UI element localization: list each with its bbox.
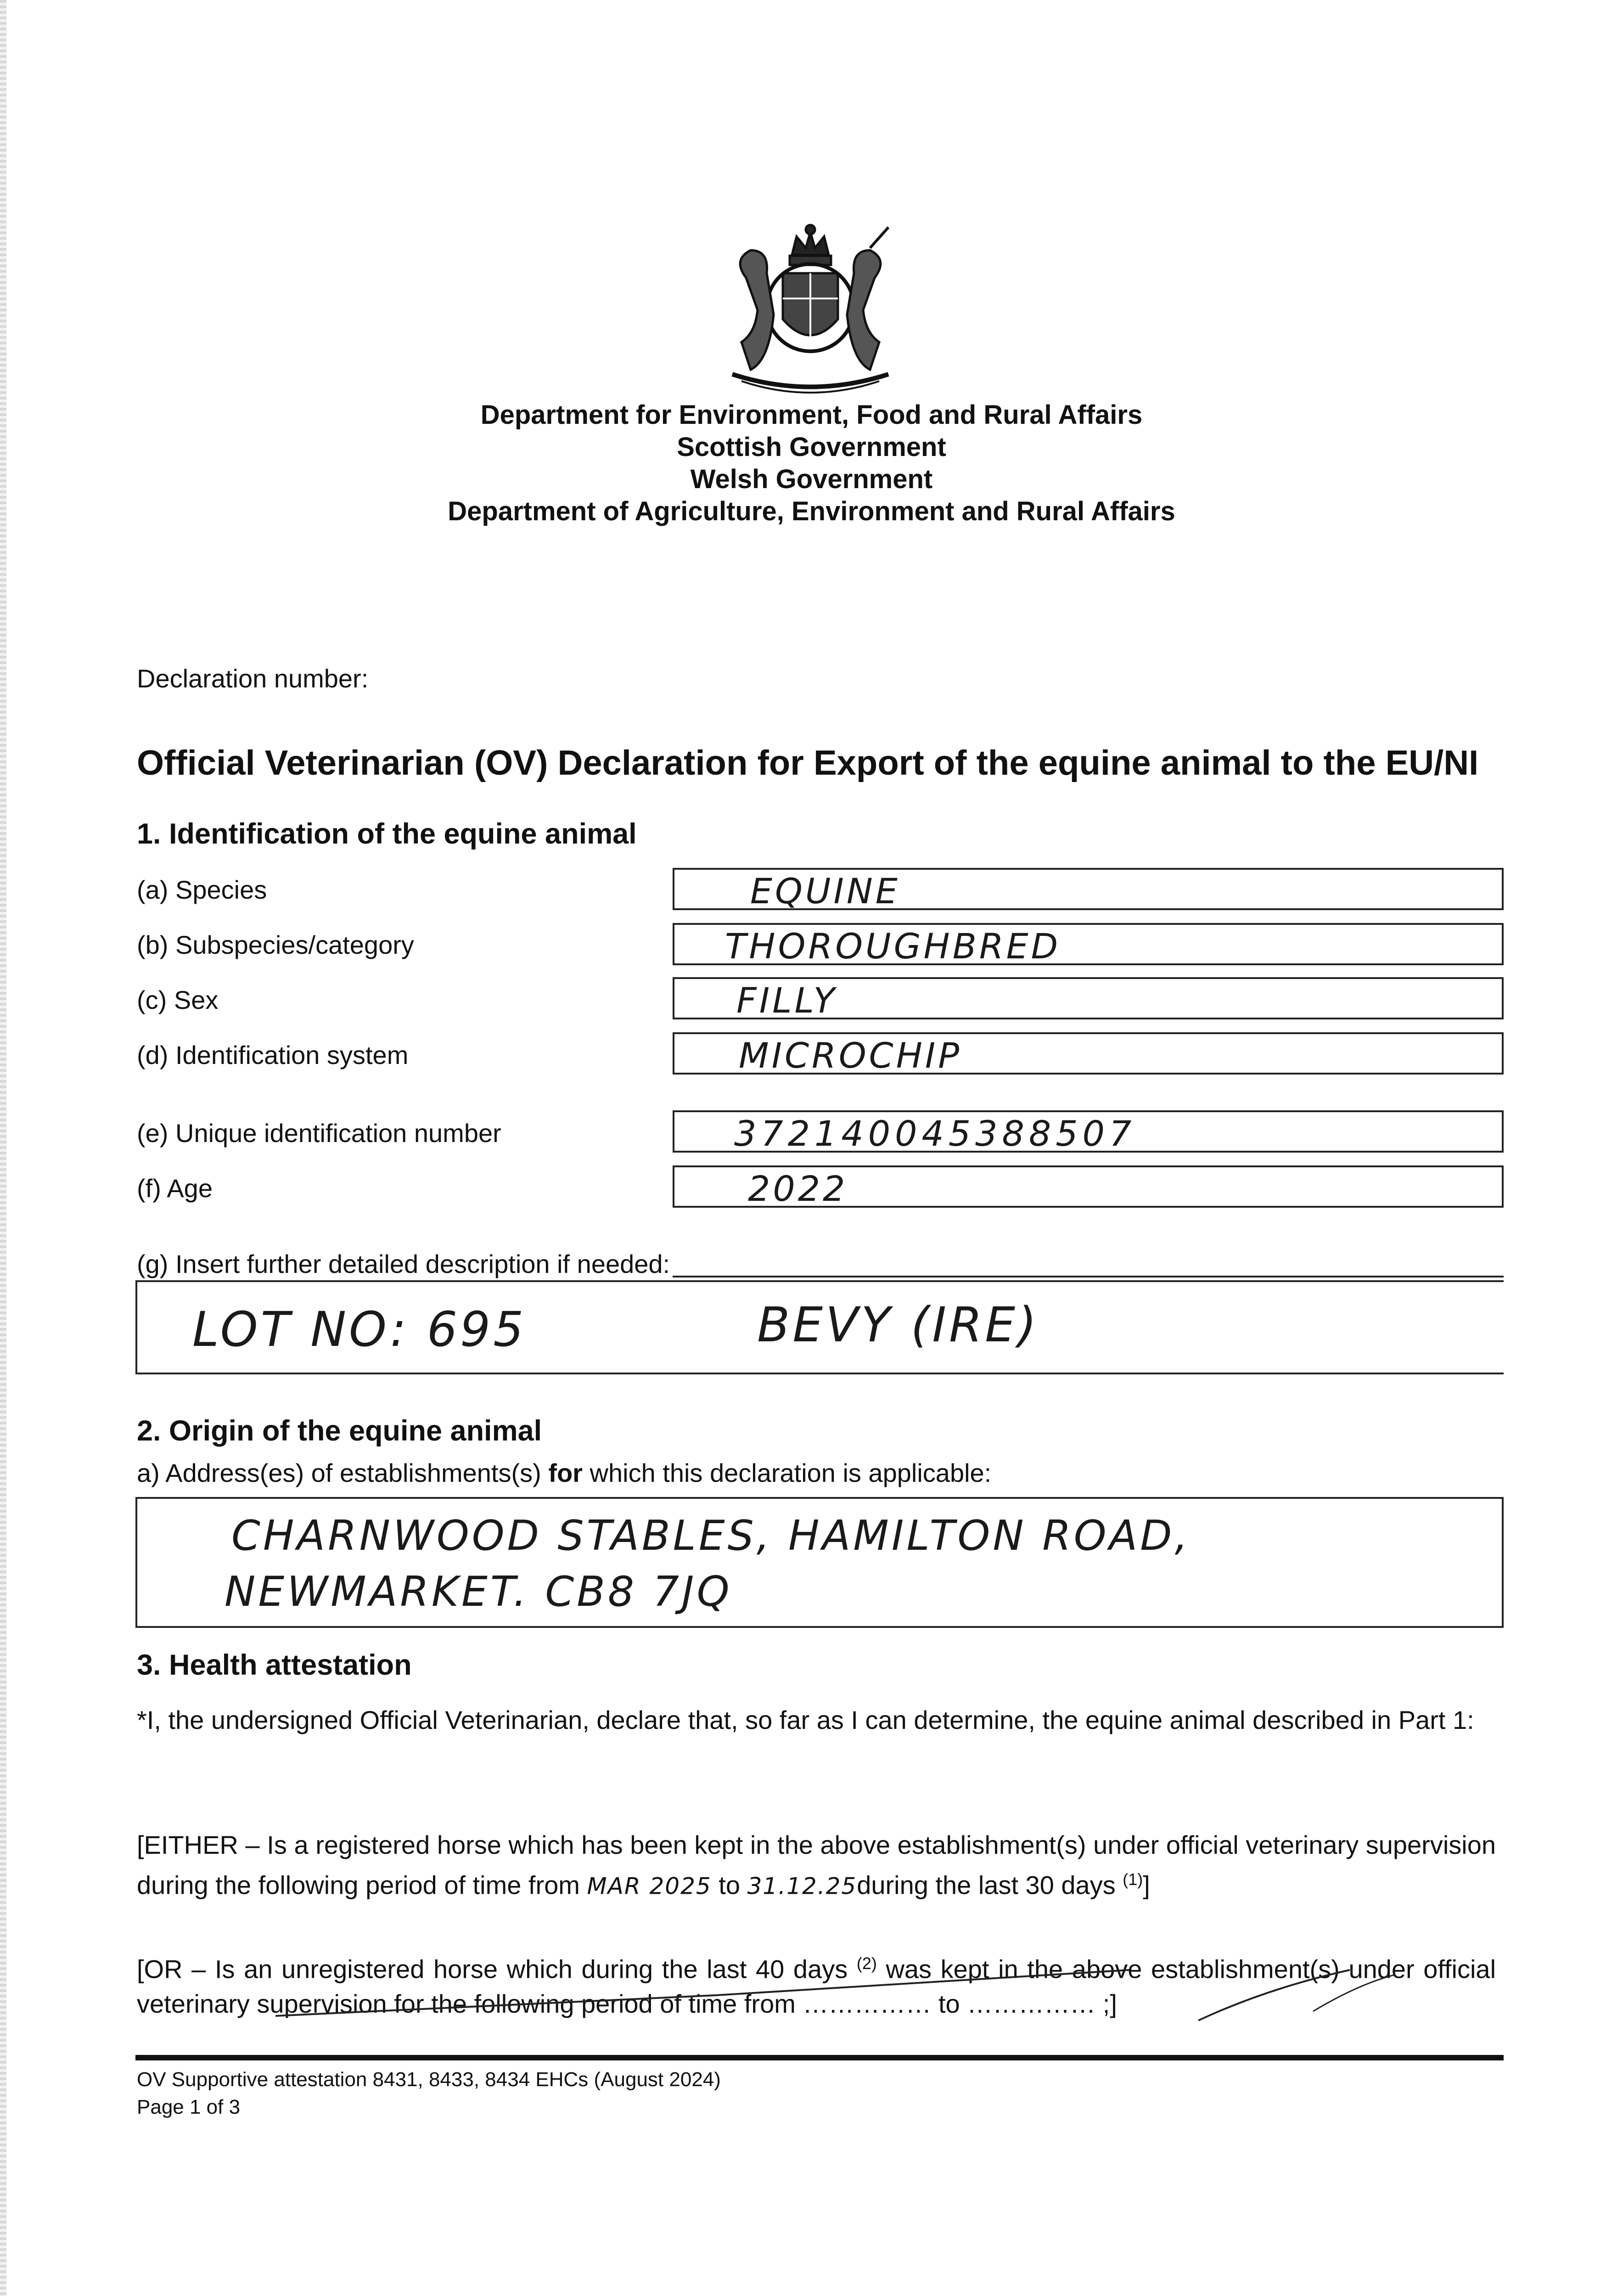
identification-system-value: MICROCHIP bbox=[739, 1035, 962, 1076]
sex-label: (c) Sex bbox=[137, 985, 219, 1014]
either-footnote-ref: (1) bbox=[1123, 1870, 1143, 1889]
identification-system-label: (d) Identification system bbox=[137, 1041, 409, 1069]
age-label: (f) Age bbox=[137, 1174, 213, 1203]
either-from-date[interactable]: MAR 2025 bbox=[587, 1873, 712, 1900]
further-description-box[interactable] bbox=[135, 1280, 1504, 1374]
department-welsh-gov: Welsh Government bbox=[690, 464, 933, 494]
department-scottish-gov: Scottish Government bbox=[677, 432, 946, 462]
page-title: Official Veterinarian (OV) Declaration for Export of the equine animal to the EU/NI bbox=[137, 743, 1479, 782]
species-label: (a) Species bbox=[137, 875, 267, 904]
address-line-2: NEWMARKET. CB8 7JQ bbox=[225, 1568, 732, 1616]
age-field[interactable] bbox=[673, 1165, 1504, 1208]
address-label-pre: a) Address(es) of establishments(s) bbox=[137, 1458, 549, 1487]
attestation-intro: *I, the undersigned Official Veterinarian, declare that, so far as I can determine, the equine animal described in Part 1: bbox=[137, 1705, 1474, 1734]
subspecies-field[interactable] bbox=[673, 923, 1504, 965]
strike-through-marks bbox=[257, 1956, 1405, 2030]
sex-value: FILLY bbox=[736, 980, 837, 1021]
department-defra: Department for Environment, Food and Rural Affairs bbox=[480, 400, 1143, 430]
either-text-post: during the last 30 days bbox=[857, 1870, 1123, 1900]
further-description-label: (g) Insert further detailed description if needed: bbox=[137, 1249, 670, 1278]
address-label-bold: for bbox=[548, 1458, 583, 1487]
unique-id-value: 372140045388507 bbox=[734, 1113, 1136, 1154]
unique-id-field[interactable] bbox=[673, 1110, 1504, 1153]
attestation-either bbox=[137, 1828, 1496, 1904]
royal-coat-of-arms-icon bbox=[714, 223, 907, 400]
footer-form-ref: OV Supportive attestation 8431, 8433, 8434 EHCs (August 2024) bbox=[137, 2068, 721, 2091]
either-to-date[interactable]: 31.12.25 bbox=[747, 1873, 857, 1900]
section-2-heading: 2. Origin of the equine animal bbox=[137, 1415, 542, 1447]
address-line-1: CHARNWOOD STABLES, HAMILTON ROAD, bbox=[231, 1512, 1191, 1560]
section-1-heading: 1. Identification of the equine animal bbox=[137, 818, 637, 850]
scan-edge bbox=[0, 0, 6, 2296]
address-label bbox=[137, 1458, 991, 1488]
species-field[interactable] bbox=[673, 868, 1504, 910]
footer-rule bbox=[135, 2055, 1504, 2060]
further-description-rule bbox=[673, 1276, 1504, 1277]
subspecies-label: (b) Subspecies/category bbox=[137, 930, 414, 959]
either-text-end: ] bbox=[1143, 1870, 1150, 1900]
or-footnote-ref: (2) bbox=[856, 1954, 877, 1973]
or-text-pre: [OR – Is an unregistered horse which during the last 40 days bbox=[137, 1954, 857, 1984]
horse-name: BEVY (IRE) bbox=[757, 1297, 1039, 1353]
address-label-post: which this declaration is applicable: bbox=[582, 1458, 992, 1487]
unique-id-label: (e) Unique identification number bbox=[137, 1119, 501, 1148]
declaration-number-label: Declaration number: bbox=[137, 664, 369, 693]
department-daera: Department of Agriculture, Environment and Rural Affairs bbox=[448, 496, 1175, 526]
or-text-post: was kept in the above establishment(s) under official veterinary supervision for the following period of time from …………… to …………… ;] bbox=[137, 1954, 1496, 2018]
address-box[interactable] bbox=[135, 1497, 1504, 1628]
sex-field[interactable] bbox=[673, 977, 1504, 1019]
footer-page-number: Page 1 of 3 bbox=[137, 2096, 241, 2118]
either-text-mid: to bbox=[711, 1870, 747, 1900]
subspecies-value: THOROUGHBRED bbox=[725, 926, 1061, 967]
identification-system-field[interactable] bbox=[673, 1032, 1504, 1075]
either-text-pre: [EITHER – Is a registered horse which has been kept in the above establishment(s) under official veterinary supervision during the following period of time from bbox=[137, 1830, 1496, 1900]
lot-number: LOT NO: 695 bbox=[192, 1301, 527, 1357]
section-3-heading: 3. Health attestation bbox=[137, 1649, 412, 1681]
age-value: 2022 bbox=[748, 1168, 848, 1209]
species-value: EQUINE bbox=[750, 871, 900, 912]
